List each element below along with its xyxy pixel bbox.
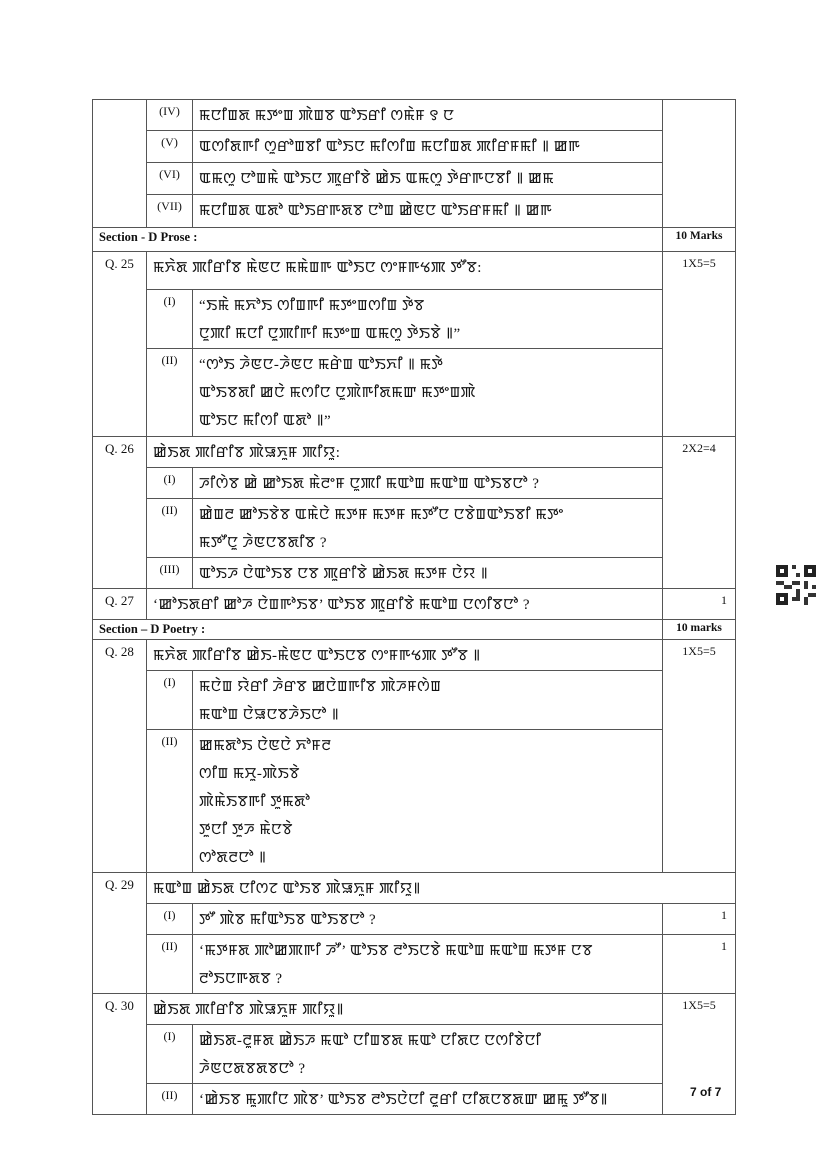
text-line: ꯃꯑꯣꯡ ꯅꯥꯎꯅꯕꯍꯥꯏꯅꯣ ꯫	[199, 707, 340, 723]
page-number: 7 of 7	[690, 1085, 722, 1099]
text-line: ꯀꯃꯗꯣꯏ ꯅꯥꯟꯅꯥ ꯈꯣꯝꯂ	[199, 738, 332, 754]
sub-number: (I)	[147, 468, 193, 499]
text-line: ꯁꯤꯡ ꯃꯆꯨ-ꯄꯥꯏꯕꯥ	[199, 766, 300, 782]
option-text: ꯃꯅꯤꯡꯗ ꯑꯗꯣ ꯑꯣꯏꯔꯒꯗꯕ ꯅꯣꯡ ꯀꯥꯟꯅ ꯑꯣꯏꯔꯝꯃꯤ ꯫ ꯀꯒ	[193, 195, 663, 228]
marks-cell: 1X5=5	[663, 994, 736, 1115]
option-text	[193, 1025, 663, 1084]
marks-cell: 1X5=5	[663, 252, 736, 437]
question-number: Q. 29	[93, 873, 147, 994]
text-line: ꯃꯇꯧꯅꯨ ꯍꯥꯟꯅꯕꯗꯤꯕ ?	[199, 535, 328, 551]
sub-number: (VII)	[147, 195, 193, 228]
table-row	[93, 730, 736, 873]
section-title: Section – D Poetry :	[93, 620, 663, 640]
text-line: ꯄꯥꯃꯥꯏꯕꯒꯤ ꯇꯨꯃꯗꯣ	[199, 794, 311, 810]
table-row	[93, 290, 736, 349]
table-row	[93, 1084, 736, 1115]
marks-cell: 1X5=5	[663, 640, 736, 873]
sub-number: (III)	[147, 558, 193, 589]
option-text: ꯃꯅꯤꯡꯗ ꯃꯇꯦꯡ ꯄꯥꯡꯕ ꯑꯣꯏꯔꯤ ꯁꯃꯥꯝ ꯱ ꯅ	[193, 100, 663, 131]
table-row	[93, 252, 736, 290]
table-row	[93, 1025, 736, 1084]
option-text: ꯑꯁꯤꯗꯒꯤ ꯁꯨꯔꯣꯡꯕꯤ ꯑꯣꯏꯅ ꯃꯤꯁꯤꯡ ꯃꯅꯤꯡꯗ ꯄꯤꯔꯝꯃꯤ ꯫ ꯀꯒ	[193, 131, 663, 163]
sub-number: (II)	[147, 499, 193, 558]
question-prompt: ꯃꯑꯣꯡ ꯀꯥꯏꯗ ꯅꯤꯁꯖ ꯑꯣꯏꯕ ꯄꯥꯎꯈꯨꯝ ꯄꯤꯌꯨ꯫	[147, 873, 736, 904]
sub-number: (IV)	[147, 100, 193, 131]
qr-code-icon	[776, 565, 816, 605]
sub-number: (I)	[147, 1025, 193, 1084]
option-text	[193, 290, 663, 349]
option-text: ‘ꯀꯥꯏꯕ ꯃꯨꯄꯤꯅ ꯄꯥꯕ’ ꯑꯣꯏꯕ ꯂꯣꯏꯅꯥꯅꯤ ꯂꯨꯔꯤ ꯅꯤꯗꯅꯕꯗꯛ ꯀꯃꯨ ꯇꯧꯕ꯫	[193, 1084, 663, 1115]
marks-cell: 1	[663, 935, 736, 994]
table-row	[93, 994, 736, 1025]
sub-number: (II)	[147, 730, 193, 873]
table-row	[93, 671, 736, 730]
sub-number: (II)	[147, 935, 193, 994]
question-number: Q. 30	[93, 994, 147, 1115]
option-text: ꯇꯧ ꯄꯥꯕ ꯃꯤꯑꯣꯏꯕ ꯑꯣꯏꯕꯅꯣ ?	[193, 904, 663, 935]
table-row	[93, 558, 736, 589]
table-row	[93, 131, 736, 163]
option-text: ꯑꯃꯁꯨ ꯅꯣꯡꯃꯥ ꯑꯣꯏꯅ ꯄꯨꯔꯤꯕꯥ ꯀꯥꯏ ꯑꯃꯁꯨ ꯇꯥꯔꯒꯅꯕꯤ ꯫ ꯀꯃ	[193, 163, 663, 195]
text-line: ꯁꯣꯗꯂꯅꯣ ꯫	[199, 850, 267, 866]
text-line: ꯑꯣꯏꯅ ꯃꯤꯁꯤ ꯑꯗꯣ ꯫”	[199, 413, 332, 429]
question-number: Q. 28	[93, 640, 147, 873]
text-line: ꯇꯨꯅꯤ ꯇꯨꯍ ꯃꯥꯅꯕꯥ	[199, 822, 293, 838]
table-row	[93, 589, 736, 620]
text-line: ꯀꯥꯡꯂ ꯀꯣꯏꯕꯥꯕ ꯑꯃꯥꯅꯥ ꯃꯇꯝ ꯃꯇꯝ ꯃꯇꯧꯅ ꯅꯕꯥꯡꯑꯣꯏꯕꯤ ꯃꯇꯦ	[199, 507, 564, 523]
question-prompt: ‘ꯀꯣꯏꯗꯔꯤ ꯀꯣꯍ ꯅꯥꯡꯒꯣꯏꯕ’ ꯑꯣꯏꯕ ꯄꯨꯔꯤꯕꯥ ꯃꯑꯣꯡ ꯅꯁꯤꯕꯅꯣ ?	[147, 589, 663, 620]
marks-cell: 2X2=4	[663, 437, 736, 589]
option-text	[193, 349, 663, 437]
section-marks: 10 Marks	[663, 228, 736, 252]
table-row	[93, 195, 736, 228]
text-line: ꯍꯥꯟꯅꯗꯕꯗꯕꯅꯣ ?	[199, 1061, 306, 1077]
question-number: Q. 27	[93, 589, 147, 620]
table-row	[93, 468, 736, 499]
sub-number: (II)	[147, 349, 193, 437]
text-line: ꯑꯣꯏꯕꯗꯤ ꯀꯅꯥ ꯃꯁꯤꯅ ꯅꯨꯄꯥꯒꯤꯗꯃꯛ ꯃꯇꯦꯡꯄꯥ	[199, 385, 476, 401]
table-row	[93, 499, 736, 558]
question-prompt: ꯀꯥꯏꯗ ꯄꯤꯔꯤꯕ ꯄꯥꯎꯈꯨꯝ ꯄꯤꯌꯨ:	[147, 437, 663, 468]
text-line: ꯃꯅꯥꯡ ꯌꯥꯔꯤ ꯍꯥꯔꯕ ꯀꯅꯥꯡꯒꯤꯕ ꯄꯥꯍꯝꯁꯥꯡ	[199, 679, 442, 695]
question-number: Q. 26	[93, 437, 147, 589]
option-text	[193, 671, 663, 730]
section-marks: 10 marks	[663, 620, 736, 640]
table-row	[93, 904, 736, 935]
question-prompt: ꯃꯈꯥꯗ ꯄꯤꯔꯤꯕ ꯀꯥꯏ-ꯃꯥꯟꯅ ꯑꯣꯏꯅꯕ ꯁꯦꯝꯒꯠꯄ ꯇꯧꯕ ꯫	[147, 640, 663, 671]
section-header	[93, 228, 736, 252]
table-row	[93, 163, 736, 195]
option-text: ‘ꯃꯇꯝꯗ ꯄꯣꯀꯄꯒꯤ ꯍꯧ’ ꯑꯣꯏꯕ ꯂꯣꯏꯅꯕꯥ ꯃꯑꯣꯡ ꯃꯑꯣꯡ ꯃꯇꯝ ꯅꯕ ꯂꯣꯏꯅꯒꯗꯕ ?	[193, 935, 663, 994]
table-row	[93, 640, 736, 671]
sub-number: (VI)	[147, 163, 193, 195]
option-text	[193, 730, 663, 873]
marks-cell	[663, 100, 736, 228]
sub-number: (I)	[147, 904, 193, 935]
marks-cell: 1	[663, 904, 736, 935]
question-prompt: ꯃꯈꯥꯗ ꯄꯤꯔꯤꯕ ꯃꯥꯟꯅ ꯃꯃꯥꯡꯒ ꯑꯣꯏꯅ ꯁꯦꯝꯒꯠꯄ ꯇꯧꯕ:	[147, 252, 663, 290]
option-text: ꯍꯤꯁꯥꯕ ꯀꯥ ꯀꯣꯏꯗ ꯃꯥꯂꯦꯝ ꯅꯨꯄꯤ ꯃꯑꯣꯡ ꯃꯑꯣꯡ ꯑꯣꯏꯕꯅꯣ ?	[193, 468, 663, 499]
option-text	[193, 499, 663, 558]
question-prompt: ꯀꯥꯏꯗ ꯄꯤꯔꯤꯕ ꯄꯥꯎꯈꯨꯝ ꯄꯤꯌꯨ꯫	[147, 994, 663, 1025]
sub-number: (V)	[147, 131, 193, 163]
text-line: “ꯏꯃꯥ ꯃꯈꯣꯏ ꯁꯤꯡꯒꯤ ꯃꯇꯦꯡꯁꯤꯡ ꯇꯥꯕ	[199, 298, 425, 314]
table-row	[93, 100, 736, 131]
table-row	[93, 349, 736, 437]
question-number	[93, 100, 147, 228]
question-table	[92, 99, 736, 1115]
text-line: ꯀꯥꯏꯗ-ꯂꯨꯝꯗ ꯀꯥꯏꯍ ꯃꯑꯣ ꯅꯤꯡꯕꯗ ꯃꯑꯣ ꯅꯤꯗꯅ ꯅꯁꯤꯕꯥꯅꯤ	[199, 1033, 542, 1049]
question-number: Q. 25	[93, 252, 147, 437]
marks-cell: 1	[663, 589, 736, 620]
sub-number: (I)	[147, 671, 193, 730]
table-row	[93, 935, 736, 994]
sub-number: (I)	[147, 290, 193, 349]
sub-number: (II)	[147, 1084, 193, 1115]
text-line: ꯅꯨꯄꯤ ꯃꯅꯤ ꯅꯨꯄꯤꯒꯤ ꯃꯇꯦꯡ ꯑꯃꯁꯨ ꯇꯥꯏꯕꯥ ꯫”	[199, 326, 461, 342]
section-header	[93, 620, 736, 640]
text-line: “ꯁꯣꯏ ꯍꯥꯟꯅ-ꯍꯥꯟꯅ ꯃꯔꯥꯡ ꯑꯣꯏꯈꯤ ꯫ ꯃꯇꯥ	[199, 357, 444, 373]
section-title: Section - D Prose :	[93, 228, 663, 252]
table-row	[93, 873, 736, 904]
table-row	[93, 437, 736, 468]
option-text: ꯑꯣꯏꯍ ꯅꯥꯑꯣꯏꯕ ꯅꯕ ꯄꯨꯔꯤꯕꯥ ꯀꯥꯏꯗ ꯃꯇꯝ ꯅꯥꯌ ꯫	[193, 558, 663, 589]
